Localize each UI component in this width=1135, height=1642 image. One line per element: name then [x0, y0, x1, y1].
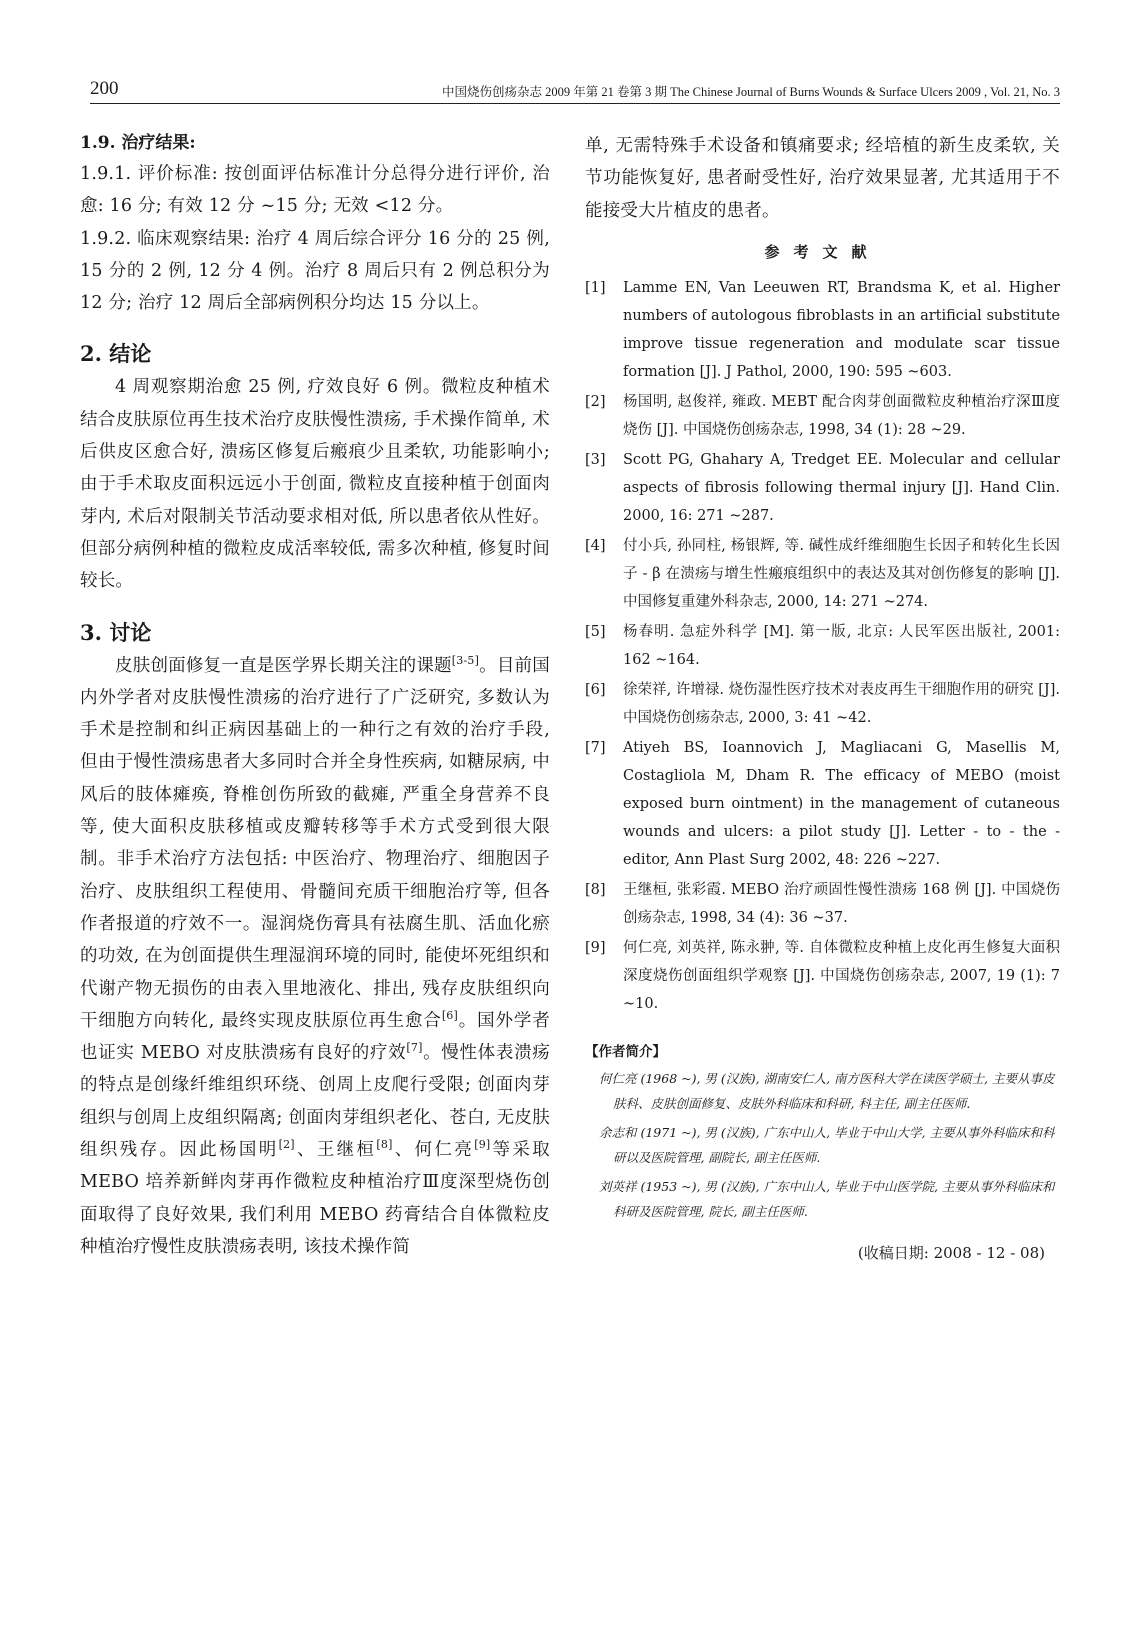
reference-number: [9] [585, 939, 606, 956]
reference-item [585, 876, 1060, 932]
reference-text: Lamme EN, Van Leeuwen RT, Brandsma K, et al. Higher numbers of autologous fibroblasts in an artificial substitute improve tissue regeneration and modulate scar tissue formation [J]. J Pathol, 2000, 190: 595 ~603. [623, 279, 1060, 380]
reference-item [585, 734, 1060, 874]
author-bio-heading: 【作者简介】 [585, 1043, 666, 1060]
author-bio: 何仁亮 (1968 ~), 男 (汉族), 湖南安仁人, 南方医科大学在读医学硕士, 主要从事皮肤科、皮肤创面修复、皮肤外科临床和科研, 科主任, 副主任医师. [599, 1070, 1055, 1111]
reference-item [585, 934, 1060, 1018]
section-1-9-1: 1.9.1. 评价标准: 按创面评估标准计分总得分进行评价, 治愈: 16 分; 有效 12 分 ~15 分; 无效 <12 分。 [80, 164, 550, 217]
section-3-text: 皮肤创面修复一直是医学界长期关注的课题[3-5]。目前国内外学者对皮肤慢性溃疡的治疗进行了广泛研究, 多数认为手术是控制和纠正病因基础上的一种行之有效的治疗手段, 但由于慢性溃疡患者大多同时合并全身性疾病, 如糖尿病, 中风后的肢体瘫痪, 脊椎创伤所致的截瘫, 严重全身营养不良等, 使大面积皮肤移植或皮瓣转移等手术方式受到很大限制。非手术治疗方法包括: 中医治疗、物理治疗、细胞因子治疗、皮肤组织工程使用、骨髓间充质干细胞治疗等, 但各作者报道的疗效不一。湿润烧伤膏具有祛腐生肌、活血化瘀的功效, 在为创面提供生理湿润环境的同时, 能使坏死组织和代谢产物无损伤的由表入里地液化、排出, 残存皮肤组织向干细胞方向转化, 最终实现皮肤原位再生愈合[6]。国外学者也证实 MEBO 对皮肤溃疡有良好的疗效[7]。慢性体表溃疡的特点是创缘纤维组织环绕、创周上皮爬行受限; 创面肉芽组织与创周上皮组织隔离; 创面肉芽组织老化、苍白, 无皮肤组织残存。因此杨国明[2]、王继桓[8]、何仁亮[9]等采取 MEBO 培养新鲜肉芽再作微粒皮种植治疗Ⅲ度深型烧伤创面取得了良好效果, 我们利用 MEBO 药膏结合自体微粒皮种植治疗慢性皮肤溃疡表明, 该技术操作简 [80, 653, 550, 1257]
citation: [6] [441, 1009, 458, 1022]
reference-item [585, 532, 1060, 616]
reference-number: [1] [585, 279, 606, 296]
author-bio: 余志和 (1971 ~), 男 (汉族), 广东中山人, 毕业于中山大学, 主要从事外科临床和科研以及医院管理, 副院长, 副主任医师. [599, 1124, 1055, 1165]
reference-text: 付小兵, 孙同柱, 杨银辉, 等. 碱性成纤维细胞生长因子和转化生长因子 - β 在溃疡与增生性瘢痕组织中的表达及其对创伤修复的影响 [J]. 中国修复重建外科杂志, 2000, 14: 271 ~274. [623, 537, 1060, 610]
reference-text: 何仁亮, 刘英祥, 陈永翀, 等. 自体微粒皮种植上皮化再生修复大面积深度烧伤创面组织学观察 [J]. 中国烧伤创疡杂志, 2007, 19 (1): 7 ~10. [623, 939, 1060, 1012]
reference-item [585, 618, 1060, 674]
reference-item [585, 676, 1060, 732]
reference-item [585, 388, 1060, 444]
section-2-heading: 2. 结论 [80, 341, 152, 367]
citation: [2] [278, 1138, 295, 1152]
journal-title: 中国烧伤创疡杂志 2009 年第 21 卷第 3 期 The Chinese Journal of Burns Wounds & Surface Ulcers 2009 , Vol. 21, No. 3 [441, 85, 1060, 99]
reference-text: 徐荣祥, 许增禄. 烧伤湿性医疗技术对表皮再生干细胞作用的研究 [J]. 中国烧伤创疡杂志, 2000, 3: 41 ~42. [623, 681, 1060, 726]
page-number: 200 [90, 78, 119, 99]
citation: [8] [376, 1138, 393, 1152]
right-column [585, 130, 1060, 1263]
reference-number: [3] [585, 451, 606, 468]
section-1-9-2: 1.9.2. 临床观察结果: 治疗 4 周后综合评分 16 分的 25 例, 15 分的 2 例, 12 分 4 例。治疗 8 周后只有 2 例总积分为 12 分; 治疗 12 周后全部病例积分均达 15 分以上。 [80, 228, 550, 314]
section-3-continued: 单, 无需特殊手术设备和镇痛要求; 经培植的新生皮柔软, 关节功能恢复好, 患者耐受性好, 治疗效果显著, 尤其适用于不能接受大片植皮的患者。 [585, 136, 1060, 221]
reference-text: Scott PG, Ghahary A, Tredget EE. Molecular and cellular aspects of fibrosis following thermal injury [J]. Hand Clin. 2000, 16: 271 ~287. [623, 451, 1060, 524]
reference-number: [5] [585, 623, 606, 640]
reference-text: 杨春明. 急症外科学 [M]. 第一版, 北京: 人民军医出版社, 2001: 162 ~164. [623, 623, 1060, 668]
running-header [90, 78, 1060, 104]
section-3-heading: 3. 讨论 [80, 619, 152, 645]
reference-text: 杨国明, 赵俊祥, 雍政. MEBT 配合肉芽创面微粒皮种植治疗深Ⅲ度烧伤 [J]. 中国烧伤创疡杂志, 1998, 34 (1): 28 ~29. [623, 393, 1060, 438]
references-title: 参考文献 [764, 242, 881, 261]
author-bio: 刘英祥 (1953 ~), 男 (汉族), 广东中山人, 毕业于中山医学院, 主要从事外科临床和科研及医院管理, 院长, 副主任医师. [599, 1178, 1055, 1219]
reference-number: [6] [585, 681, 606, 698]
header-rule [90, 103, 1060, 104]
reference-number: [4] [585, 537, 606, 554]
reference-text: Atiyeh BS, Ioannovich J, Magliacani G, Masellis M, Costagliola M, Dham R. The efficacy of MEBO (moist exposed burn ointment) in the management of cutaneous wounds and ulcers: a pilot study [J]. Letter - to - the - editor, Ann Plast Surg 2002, 48: 226 ~227. [623, 739, 1060, 868]
reference-number: [7] [585, 739, 606, 756]
reference-text: 王继桓, 张彩霞. MEBO 治疗顽固性慢性溃疡 168 例 [J]. 中国烧伤创疡杂志, 1998, 34 (4): 36 ~37. [623, 881, 1060, 926]
author-bio-list [585, 1066, 1060, 1224]
reference-list [585, 274, 1060, 1018]
citation: [7] [406, 1041, 423, 1055]
reference-number: [8] [585, 881, 606, 898]
left-column [80, 128, 550, 1263]
citation: [9] [474, 1138, 491, 1152]
reference-item [585, 446, 1060, 530]
reference-number: [2] [585, 393, 606, 410]
received-date: (收稿日期: 2008 - 12 - 08) [857, 1243, 1045, 1262]
section-1-9-heading: 1.9. 治疗结果: [80, 133, 196, 153]
reference-item [585, 274, 1060, 386]
section-2-text: 4 周观察期治愈 25 例, 疗效良好 6 例。微粒皮种植术结合皮肤原位再生技术治疗皮肤慢性溃疡, 手术操作简单, 术后供皮区愈合好, 溃疡区修复后瘢痕少且柔软, 功能影响小; 由于手术取皮面积远远小于创面, 微粒皮直接种植于创面肉芽内, 术后对限制关节活动要求相对低, 所以患者依从性好。但部分病例种植的微粒皮成活率较低, 需多次种植, 修复时间较长。 [80, 377, 550, 592]
citation: [3-5] [451, 653, 480, 667]
